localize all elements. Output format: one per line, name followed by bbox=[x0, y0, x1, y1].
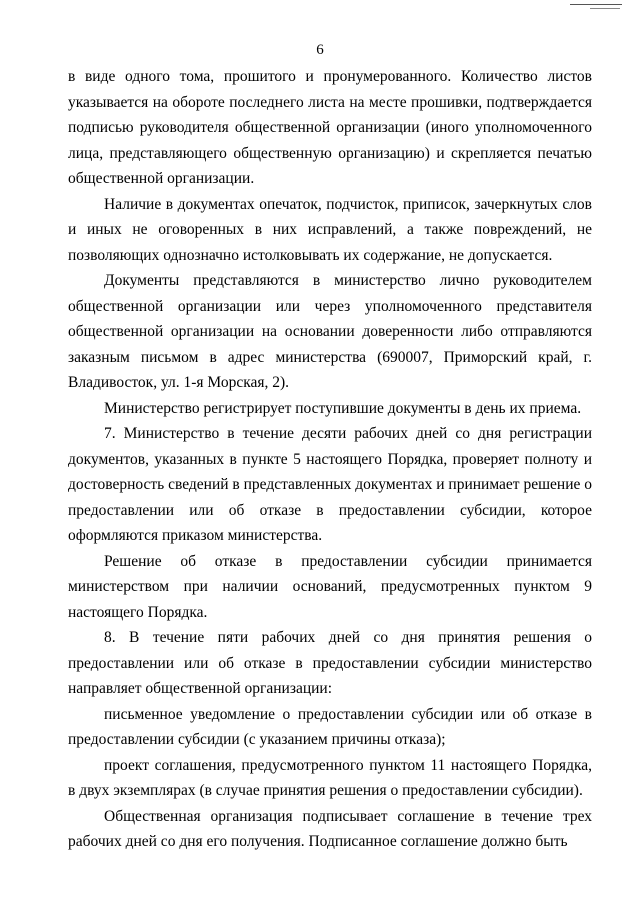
paragraph: Решение об отказе в предоставлении субсидии принимается министерством при наличии оснований, предусмотренных пунктом 9 настоящего Порядка. bbox=[68, 552, 592, 621]
top-rule-short bbox=[590, 8, 620, 9]
page-number: 6 bbox=[316, 42, 324, 58]
paragraph: Документы представляются в министерство лично руководителем общественной организации или через уполномоченного представителя общественной организации на основании доверенности либо отправляются заказным письмом в адрес министерства (690007, Приморский край, г. Владивосток, ул. 1-я Морская, 2). bbox=[68, 272, 592, 391]
paragraph: Общественная организация подписывает соглашение в течение трех рабочих дней со дня его получения. Подписанное соглашение должно быть bbox=[68, 807, 592, 850]
paragraph: письменное уведомление о предоставлении субсидии или об отказе в предоставлении субсидии (с указанием причины отказа); bbox=[68, 705, 592, 748]
paragraph: 7. Министерство в течение десяти рабочих дней со дня регистрации документов, указанных в пункте 5 настоящего Порядка, проверяет полноту и достоверность сведений в представленных документах и принимает решение о предоставлении или об отказе в предоставлении субсидии, которое оформляются приказом министерства. bbox=[68, 425, 592, 544]
document-body bbox=[68, 64, 592, 855]
paragraph: Министерство регистрирует поступившие документы в день их приема. bbox=[104, 399, 582, 417]
paragraph: Наличие в документах опечаток, подчисток, приписок, зачеркнутых слов и иных не оговоренных в них исправлений, а также повреждений, не позволяющих однозначно истолковывать их содержание, не допускается. bbox=[68, 195, 592, 264]
paragraph: в виде одного тома, прошитого и пронумерованного. Количество листов указывается на обороте последнего листа на месте прошивки, подтверждается подписью руководителя общественной организации (иного уполномоченного лица, представляющего общественную организацию) и скрепляется печатью общественной организации. bbox=[68, 68, 592, 187]
top-rule bbox=[570, 4, 622, 5]
paragraph: проект соглашения, предусмотренного пунктом 11 настоящего Порядка, в двух экземплярах (в случае принятия решения о предоставлении субсидии). bbox=[68, 756, 592, 799]
paragraph: 8. В течение пяти рабочих дней со дня принятия решения о предоставлении или об отказе в предоставлении субсидии министерство направляет общественной организации: bbox=[68, 629, 592, 697]
